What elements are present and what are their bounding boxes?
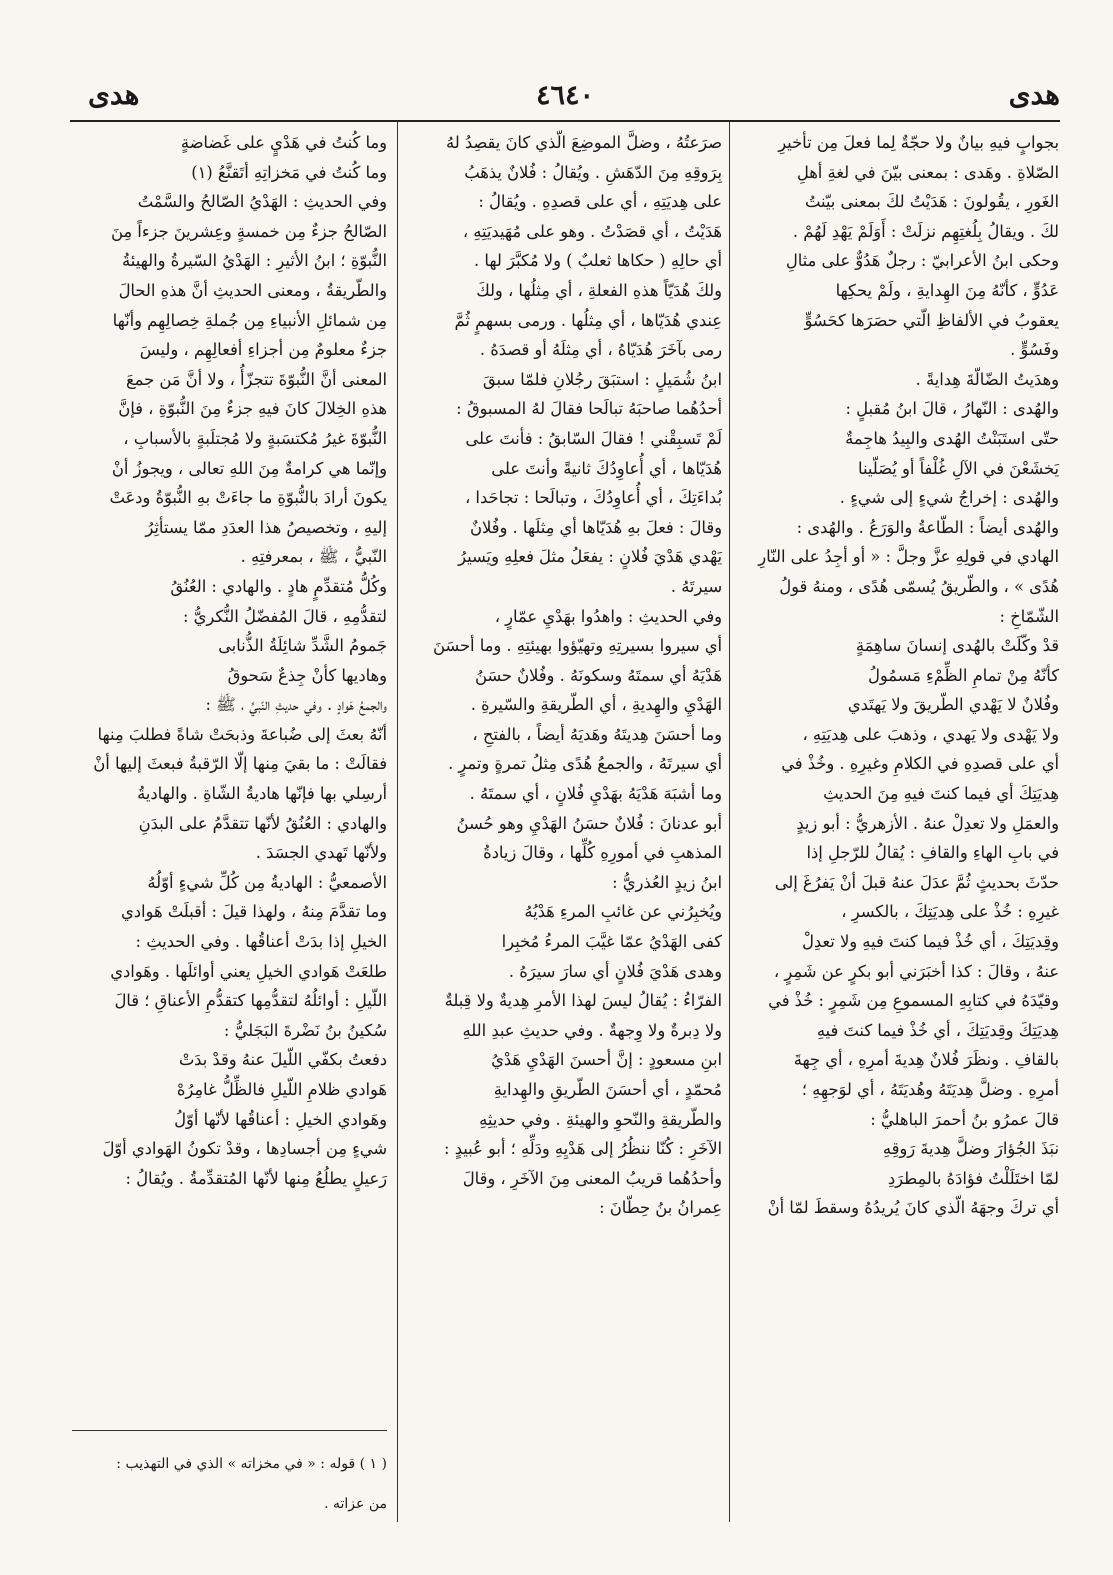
- footnote-line: من عزاته .: [324, 1496, 387, 1512]
- text-line: سُكينُ بنُ نَضْرةَ البَجَليُّ :: [223, 1020, 387, 1040]
- text-line: يكونَ أرادَ بالنُّبوّةِ ما جاءَتْ بهِ النُّبوّةُ ودعَتْ: [109, 488, 387, 508]
- text-line: لكَ . ويقالُ بِلُغتِهِم نزلَتْ : أَوَلَمْ يَهْدِ لَهُمْ .: [792, 221, 1059, 241]
- text-line: إليهِ ، وتخصيصُ هذا العدَدِ ممّا يستأثِرُ: [145, 517, 387, 537]
- text-line: النُّبوّةَ غيرُ مُكتسَبةٍ ولا مُجتلَبةٍ بالأسبابِ ،: [123, 428, 387, 448]
- text-line: الصّلاةِ . وهَدى : بمعنى بيّنَ في لغةِ أهلِ: [796, 162, 1059, 182]
- text-line: ويُخبِرُني عن غائبِ المرءِ هَدْيُهُ: [524, 902, 722, 922]
- text-line: لَمْ تَسبِقْني ! فقالَ السّابقُ : فأنتَ على: [465, 428, 722, 448]
- text-line: صرَعتُهُ ، وضلَّ الموضِعَ الّذي كانَ يقصِدُ لهُ: [445, 133, 722, 152]
- text-line: وأحدُهُما قريبُ المعنى مِنَ الآخَرِ ، وقالَ: [462, 1168, 722, 1188]
- text-line: ولا يَهْدى ولا يَهدي ، وذهبَ على هِديَتِهِ ،: [802, 724, 1059, 744]
- text-line: وهدَيتُ الضّالّةَ هِدايةً .: [915, 369, 1059, 389]
- text-line: وهدى هَدْيَ فُلانٍ أي سارَ سيرَهُ .: [508, 961, 722, 981]
- text-line: أنّهُ بعثَ إلى ضُباعةَ وذبحَتْ شاةً فطلبَ مِنها: [97, 724, 387, 744]
- text-line: كأنّهُ مِنْ تمامِ الظِّمْءِ مَسمُولُ: [867, 665, 1059, 685]
- text-line: هَدَيْتُ ، أي قصَدْتُ . وهو على مُهَيديَتِهِ ،: [462, 221, 722, 241]
- text-line: بِرَوقِهِ مِنَ الدّهَشِ . ويُقالُ : فُلانٌ يذهَبُ: [464, 162, 722, 182]
- text-line: الشّمّاخِ :: [999, 606, 1059, 626]
- text-line: حدّثَ بحديثٍ ثُمَّ عدَلَ عنهُ قبلَ أنْ يَفرُغَ إلى: [774, 872, 1059, 892]
- text-line: هَوادي ظلامِ اللّيلِ فالظِّلُّ غامِرُهْ: [176, 1080, 387, 1099]
- column-left: [72, 128, 387, 1193]
- column-middle: [407, 128, 722, 1223]
- text-line: ابنُ شُمَيلٍ : استبَقَ رجُلانِ فلمّا سبقَ: [482, 369, 722, 389]
- text-line: أرسِلي بها فإنّها هاديةُ الشّاةِ . والهاديةُ: [137, 784, 387, 804]
- text-line: ولكَ هُدَيّاً هذهِ الفعلةِ ، أي مِثلُها ، ولكَ: [476, 280, 722, 300]
- text-line: وقِديَتِكَ ، أي خُذْ فيما كنتَ فيهِ ولا تعدِلْ: [802, 932, 1059, 952]
- text-line: قدْ وكّلَتْ بالهُدى إنسانَ ساهِمَةٍ: [855, 636, 1059, 656]
- text-line: بالقافِ . ونظَرَ فُلانٌ هِديةَ أمرِهِ ، أي جِهةَ: [793, 1050, 1059, 1070]
- text-line: الهَدْيِ والهِديةِ ، أي الطّريقةِ والسّيرةِ .: [470, 695, 722, 715]
- text-line: يعقوبُ في الألفاظِ الّتي حصَرَها كحَسُوٍّ: [804, 310, 1059, 330]
- text-line: عنهُ ، وقالَ : كذا أخبَرَني أبو بكرٍ عن شَمِرٍ ،: [773, 961, 1059, 981]
- text-line: ابنِ مسعودٍ : إنَّ أحسنَ الهَدْيِ هَدْيُ: [491, 1050, 722, 1070]
- text-line: أي حالِهِ ( حكاها ثعلبٌ ) ولا مُكبَّرَ لها .: [474, 251, 722, 271]
- text-line: وما كُنتُ في هَدْيٍ على غَضاضةٍ: [180, 133, 387, 152]
- text-line: بُداءَتِكَ ، أي أُعاوِدُكَ ، وتبالَحا : تجاحَدا ،: [465, 488, 722, 508]
- text-line: أي على قصدِهِ في الكلامِ وغيرِهِ . وخُذْ في: [781, 754, 1059, 774]
- text-line: الخيلِ إذا بدَتْ أعناقُها . وفي الحديثِ :: [135, 932, 387, 952]
- text-line: الفرّاءُ : يُقالُ ليسَ لهذا الأمرِ هِديةٌ ولا قِبلةٌ: [444, 991, 722, 1011]
- text-line: لمّا اختَلَلْتُ فؤادَهُ بالمِطرَدِ: [887, 1168, 1059, 1188]
- text-line: هُدًى » ، والطّريقُ يُسمّى هُدًى ، ومنهُ قولُ: [779, 576, 1059, 596]
- page-header: [70, 78, 1060, 118]
- text-line: كفى الهَدْيُ عمّا غيَّبَ المرءُ مُخبِرا: [501, 932, 722, 952]
- text-line: جزءٌ معلومٌ مِن أجزاءِ أفعالِهِم ، وليسَ: [139, 340, 387, 360]
- text-line: والعمَلِ ولا تعدِلْ عنهُ . الأزهريُّ : أبو زيدٍ: [796, 813, 1059, 833]
- text-line: سيرتَهُ .: [670, 576, 722, 596]
- column-right: [744, 128, 1059, 1223]
- text-line: أحدُهُما صاحبَهُ تبالَحا فقالَ لهُ المسبوقُ :: [456, 399, 722, 419]
- text-line: وفَسُوٍّ .: [1010, 340, 1059, 360]
- text-line: مِن شمائلِ الأنبياءِ مِن جُملةِ خِصالِهِم وأنّها: [112, 310, 387, 330]
- text-line: دفعتُ بكفّي اللّيلَ عنهُ وقدْ بدَتْ: [178, 1050, 387, 1070]
- text-line: وفي الحديثِ : واهدُوا بهَدْيِ عمّارٍ ،: [494, 606, 722, 626]
- text-line: وما أشبَهَ هَدْيَهُ بهَدْيِ فُلانٍ ، أي سمتَهُ .: [469, 784, 722, 804]
- text-line: الغَورِ ، يقُولونَ : هَدَيْتُ لكَ بمعنى بيّنتُ: [804, 192, 1059, 212]
- text-line: الصّالحُ جزءٌ مِن خمسةٍ وعِشرينَ جزءاً مِنَ: [111, 221, 387, 241]
- header-rule: [70, 120, 1060, 122]
- text-line: النّبيُّ ، ﷺ ، بمعرفتِهِ .: [240, 547, 387, 567]
- text-line: وما تقدَّمَ مِنهُ ، ولهذا قيلَ : أقبلَتْ هَوادي: [121, 902, 387, 922]
- text-line: في بابِ الهاءِ والقافِ : يُقالُ للرّجلِ إذا: [806, 843, 1059, 863]
- text-line: عِندي هُدَيّاها ، أي مِثلُها . ورمى بسهمٍ ثُمَّ: [454, 310, 722, 330]
- text-line: وفي الحديثِ : الهَدْيُ الصّالحُ والسَّمْتُ: [137, 192, 387, 212]
- text-line: الهادي في قولِهِ عزَّ وجلَّ : « أو أجِدُ على النّارِ: [758, 547, 1059, 567]
- text-line: والهادي : العُنُقُ لأنّها تتقدَّمُ على البدَنِ: [138, 813, 387, 833]
- text-line: قالَ عمرُو بنُ أحمرَ الباهليُّ :: [870, 1109, 1059, 1129]
- text-line: أمرِهِ . وضلَّ هِديَتَهُ وهُديَتَهُ ، أي لوَجهِهِ ؛: [801, 1080, 1059, 1099]
- text-line: وفُلانٌ لا يَهْدي الطّريقَ ولا يَهتَدي: [847, 695, 1059, 715]
- text-line: ابنُ زيدٍ العُذريُّ :: [612, 872, 722, 892]
- column-divider-right: [729, 122, 730, 1522]
- headword-right: هدى: [1008, 78, 1060, 111]
- page-number: ٤٦٤٠: [535, 80, 594, 111]
- text-line: والهُدى : إخراجُ شيءٍ إلى شيءٍ .: [839, 488, 1059, 508]
- footnote-line: ( ١ ) قوله : « في مخزاته » الذي في التهذيب :: [116, 1456, 387, 1472]
- text-line: هذهِ الخِلالَ كانَ فيهِ جزءٌ مِنَ النُّبوّةِ ، فإنَّ: [118, 399, 387, 419]
- text-line: هِديَتِكَ وقِديَتِكَ ، أي خُذْ فيما كنتَ فيهِ: [816, 1020, 1059, 1040]
- text-line: جَمومُ الشَّدِّ شائِلَةُ الذُّنابى: [218, 636, 387, 656]
- text-line: النُّبوّةِ ؛ ابنُ الأثيرِ : الهَدْيُ السّيرةُ والهيئةُ: [122, 251, 387, 271]
- text-line: وهاديها كأنْ جِذعٌ سَحوقُ: [227, 665, 387, 685]
- text-line: ولأنّها تَهدي الجسَدَ .: [255, 843, 387, 863]
- footnote: [72, 1430, 387, 1531]
- text-line: وقيّدَهُ في كتابِهِ المسموعِ مِن شَمِرٍ : خُذْ في: [768, 991, 1059, 1011]
- text-line: والطّريقةُ ، ومعنى الحديثِ أنَّ هذهِ الحالَ: [118, 280, 387, 300]
- text-line: شيءٍ مِن أجسادِها ، وقدْ تكونُ الهَوادي أوّلَ: [102, 1139, 387, 1159]
- text-line: وحكى ابنُ الأعرابيّ : رجلٌ هَدُوٌّ على مثالِ: [785, 251, 1059, 271]
- text-line: أي سيرتَهُ ، والجمعُ هُدًى مِثلُ تمرةٍ وتمرٍ .: [448, 754, 722, 774]
- text-line: على هِديَتِهِ ، أي على قصدِهِ . ويُقالُ :: [478, 192, 722, 212]
- text-line: حتّى استَبَنْتُ الهُدى والبِيدُ هاجِمةٌ: [845, 428, 1059, 448]
- text-line: طلعَتْ هَوادي الخيلِ يعني أوائلَها . وهَوادي: [110, 961, 387, 981]
- text-line: المعنى أنَّ النُّبوّةَ تتجزّأُ ، ولا أنَّ مَن جمعَ: [126, 369, 387, 389]
- text-line: لتقدُّمِهِ ، قالَ المُفضّلُ النُّكريُّ :: [183, 606, 387, 626]
- text-line: والهُدى : النّهارُ ، قالَ ابنُ مُقبلٍ :: [845, 399, 1059, 419]
- text-line: بجوابٍ فيهِ بيانٌ ولا حجّةٌ لِما فعلَ مِن تأخيرِ: [778, 133, 1059, 152]
- text-line: أي سيروا بسيرتِهِ وتهيّؤوا بهيئتِهِ . وما أحسَنَ: [433, 636, 722, 656]
- text-line: مُحمّدٍ ، أي أحسَنَ الطّريقِ والهِدايةِ: [493, 1080, 722, 1099]
- headword-left: هدى: [88, 78, 140, 111]
- text-line: وإنّما هي كرامةٌ مِنَ اللهِ تعالى ، ويجوزُ أنْ: [111, 458, 387, 478]
- text-line: رَعيلٍ يطلُعُ مِنها لأنّها المُتقدِّمةُ . ويُقالُ :: [125, 1168, 387, 1188]
- text-line: الأصمعيُّ : الهاديةُ مِن كُلِّ شيءٍ أوّلُهُ: [147, 872, 387, 892]
- text-line: اللّيلِ : أوائلُهُ لتقدُّمِها كتقدُّمِ الأعناقِ ؛ قالَ: [114, 991, 387, 1011]
- column-divider-left: [397, 122, 398, 1522]
- text-line: يَهْدي هَدْيَ فُلانٍ : يفعَلُ مثلَ فعلِهِ ويَسيرُ: [458, 547, 722, 567]
- text-line: أبو عدنانَ : فُلانٌ حسَنُ الهَدْيِ وهو حُسنُ: [456, 813, 722, 833]
- text-line: نبَذَ الجُؤارَ وضلَّ هِديةَ رَوقِهِ: [882, 1139, 1059, 1159]
- text-line: والجمعُ هَوادٍ . وفي حديثِ النّبيِّ ، ﷺ :: [205, 695, 387, 715]
- text-line: الآخَرِ : كُنّا ننظُرُ إلى هَدْيِهِ ودَلِّهِ ؛ أبو عُبيدٍ :: [444, 1139, 722, 1159]
- text-line: ولا دِبرةٌ ولا وِجهةٌ . وفي حديثِ عبدِ اللهِ: [462, 1020, 722, 1040]
- text-line: وكُلُّ مُتقدِّمٍ هادٍ . والهادي : العُنُقُ: [170, 576, 387, 596]
- text-line: رمى بآخَرَ هُدَيّاهُ ، أي مِثلَهُ أو قصدَهُ .: [479, 340, 722, 360]
- text-line: وهَوادي الخيلِ : أعناقُها لأنّها أوّلُ: [174, 1109, 387, 1129]
- text-line: عَدُوٍّ ، كأنّهُ مِنَ الهِدايةِ ، ولَمْ يحكِها: [835, 280, 1059, 300]
- text-line: هِديَتِكَ أي فيما كنتَ فيهِ مِنَ الحديثِ: [823, 784, 1059, 804]
- text-line: فقالَتْ : ما بقيَ مِنها إلّا الرّقبةُ فبعثَ إليها أنْ: [93, 754, 387, 774]
- text-line: هَدْيَهُ أي سمتَهُ وسكونَهُ . وفُلانٌ حسَنُ: [474, 665, 722, 685]
- text-line: والطّريقةِ والنّحوِ والهيئةِ . وفي حديثِهِ: [479, 1109, 722, 1129]
- text-line: غيرِهِ : خُذْ على هِديَتِكَ ، بالكسرِ ،: [841, 902, 1059, 922]
- text-line: وما كُنتُ في مَخزاتِهِ أتَقنَّعُ (١): [191, 162, 387, 182]
- text-line: وما أحسَنَ هِديتَهُ وهَديَهُ أيضاً ، بالفتحِ ،: [472, 724, 722, 744]
- text-line: هُدَيّاها ، أي أُعاوِدُكَ ثانيةً وأنتَ على: [491, 458, 722, 478]
- text-line: أي تركَ وجهَهُ الّذي كانَ يُريدُهُ وسقطَ لمّا أنْ: [767, 1198, 1059, 1218]
- text-line: المذهبِ في أمورِهِ كُلِّها ، وقالَ زيادةُ: [483, 843, 722, 863]
- text-line: يَخشَعْنَ في الآلِ غُلْفاً أو يُصَلّينا: [858, 458, 1059, 478]
- text-line: والهُدى أيضاً : الطّاعةُ والوَرَعُ . والهُدى :: [796, 517, 1059, 537]
- text-line: وقالَ : فعلَ بهِ هُدَيّاها أي مِثلَها . وفُلانٌ: [470, 517, 722, 537]
- text-line: عِمرانُ بنُ حِطّانَ :: [599, 1198, 722, 1218]
